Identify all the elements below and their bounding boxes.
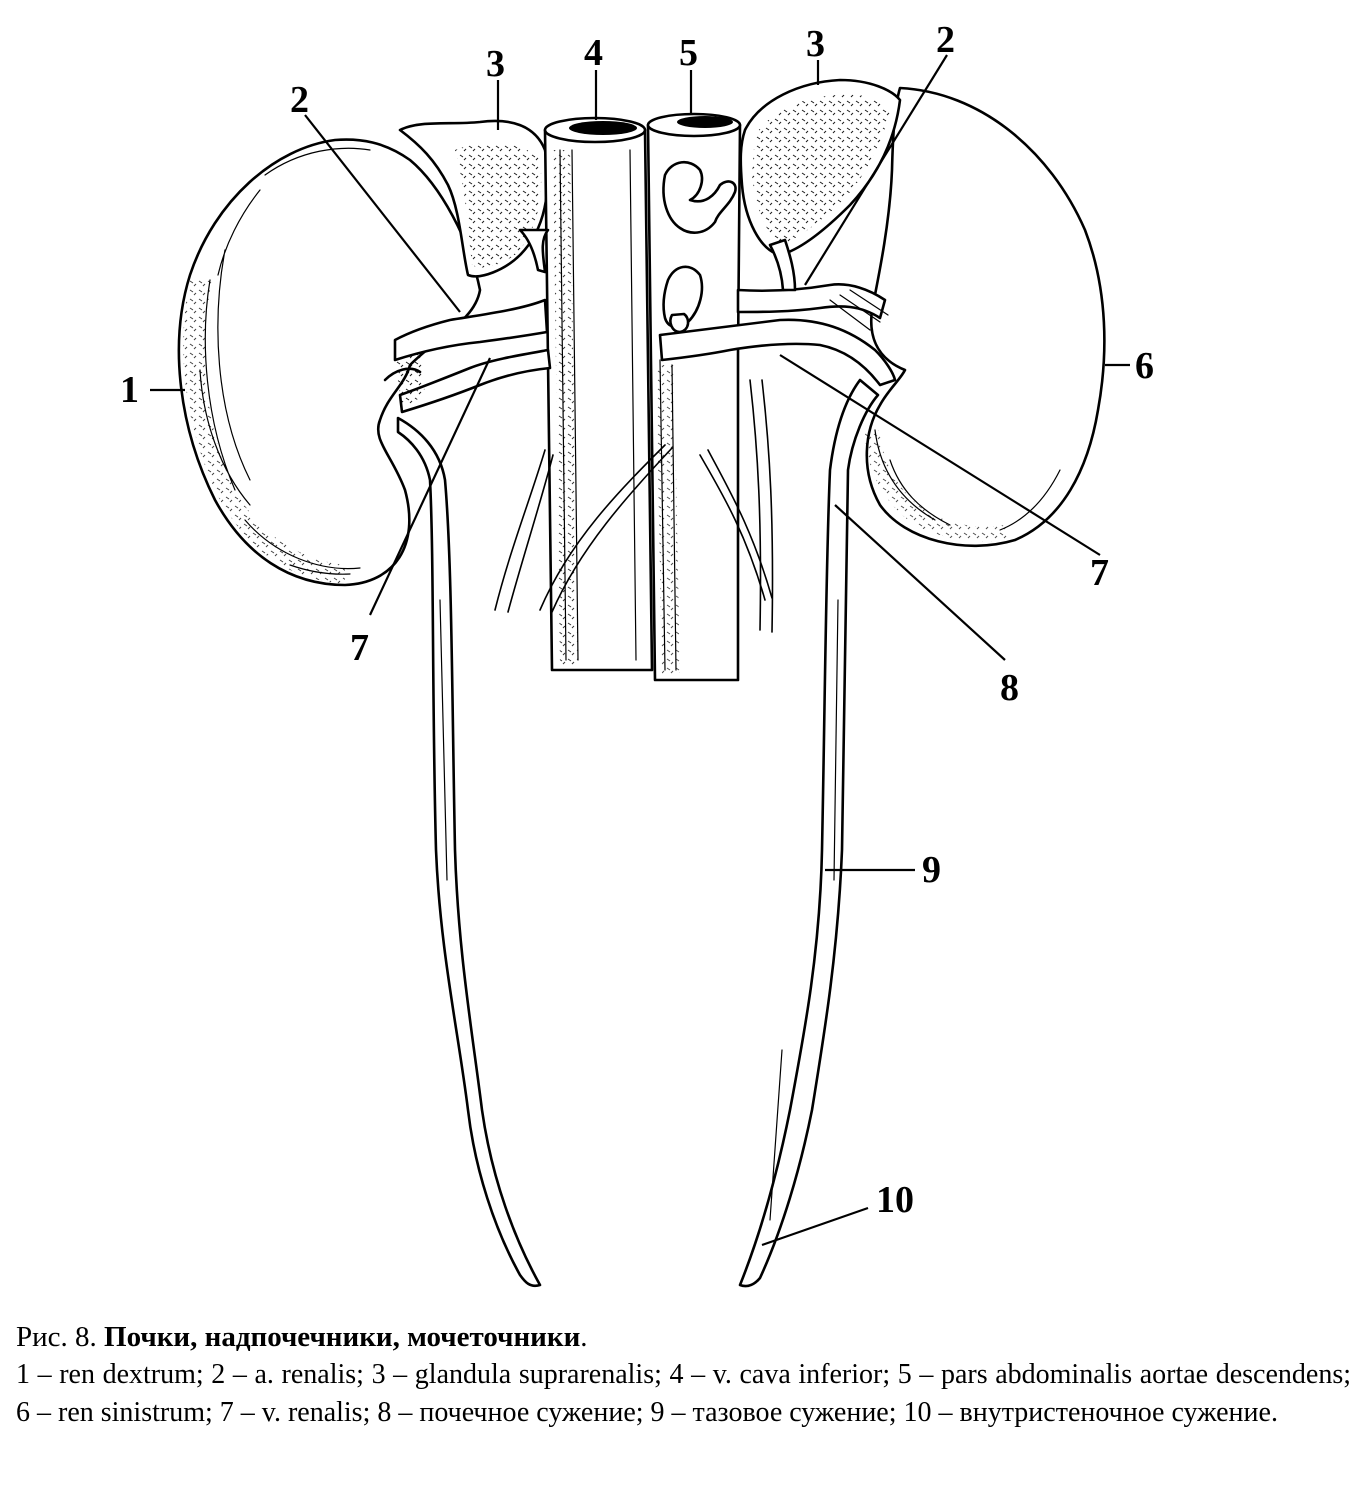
caption-title-end: .	[580, 1321, 588, 1353]
caption-heading	[16, 1318, 1351, 1356]
label-2-right: 2	[936, 19, 955, 61]
caption-legend: 1 – ren dextrum; 2 – a. renalis; 3 – glandula suprarenalis; 4 – v. cava inferior; 5 – pars abdominalis aortae descendens; 6 – ren sinistrum; 7 – v. renalis; 8 – почечное сужение; 9 – тазовое сужение; 10 – внутристеночное сужение.	[16, 1359, 1351, 1428]
label-7-left: 7	[350, 627, 369, 669]
label-7-right: 7	[1090, 552, 1109, 594]
label-6: 6	[1135, 345, 1154, 387]
label-4: 4	[584, 32, 603, 74]
ureter-right	[398, 418, 540, 1286]
label-1: 1	[120, 369, 139, 411]
label-3-right: 3	[806, 23, 825, 65]
label-9: 9	[922, 849, 941, 891]
label-10: 10	[876, 1179, 914, 1221]
label-8: 8	[1000, 667, 1019, 709]
label-2-left: 2	[290, 79, 309, 121]
v-cava-inferior	[545, 118, 652, 670]
label-3-left: 3	[486, 43, 505, 85]
glandula-suprarenalis-left	[741, 80, 900, 255]
ren-sinistrum	[865, 88, 1104, 546]
caption-title: Почки, надпочечники, мочеточники	[104, 1321, 581, 1353]
pars-abdominalis-aortae	[648, 114, 740, 680]
ureter-left	[740, 380, 878, 1286]
a-renalis-left	[738, 240, 885, 318]
caption-prefix: Рис. 8.	[16, 1321, 97, 1353]
label-5: 5	[679, 32, 698, 74]
v-renalis-right	[385, 350, 550, 412]
figure-caption	[16, 1318, 1351, 1432]
